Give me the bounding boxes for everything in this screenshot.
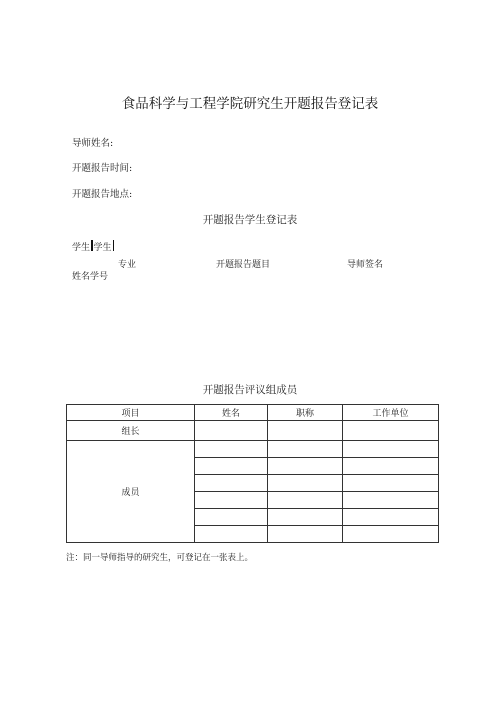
report-time-field: 开题报告时间: <box>72 163 133 174</box>
leader-label: 组长 <box>67 421 195 441</box>
table-cell <box>268 458 343 475</box>
table-cell <box>268 526 343 543</box>
student-tabs <box>72 240 115 253</box>
committee-section-title: 开题报告评议组成员 <box>202 384 298 396</box>
table-cell <box>195 526 268 543</box>
table-cell <box>343 492 439 509</box>
table-cell <box>268 509 343 526</box>
table-cell <box>268 475 343 492</box>
member-row <box>67 441 439 458</box>
header-item: 项目 <box>67 405 195 421</box>
table-cell <box>268 492 343 509</box>
committee-header-row <box>67 405 439 421</box>
document-title: 食品科学与工程学院研究生开题报告登记表 <box>121 96 379 112</box>
leader-row <box>67 421 439 441</box>
table-cell <box>268 421 343 441</box>
table-cell <box>268 441 343 458</box>
table-cell <box>195 492 268 509</box>
column-advisor-signature: 导师签名 <box>347 260 384 270</box>
table-cell <box>343 509 439 526</box>
table-cell <box>195 509 268 526</box>
divider-bar <box>91 240 93 251</box>
student-tab-2: 学生 <box>93 243 112 253</box>
table-cell <box>343 526 439 543</box>
report-place-field: 开题报告地点: <box>72 189 133 200</box>
table-cell <box>343 475 439 492</box>
members-label: 成员 <box>67 441 195 543</box>
table-cell <box>343 441 439 458</box>
divider-bar <box>113 240 115 251</box>
student-section-title: 开题报告学生登记表 <box>202 214 298 226</box>
header-title: 职称 <box>268 405 343 421</box>
header-workplace: 工作单位 <box>343 405 439 421</box>
table-cell <box>195 421 268 441</box>
header-name: 姓名 <box>195 405 268 421</box>
advisor-name-field: 导师姓名: <box>72 138 114 149</box>
table-cell <box>343 458 439 475</box>
column-topic: 开题报告题目 <box>216 260 271 270</box>
table-cell <box>343 421 439 441</box>
table-cell <box>195 475 268 492</box>
student-tab-1: 学生 <box>72 243 91 253</box>
column-major: 专业 <box>118 260 137 270</box>
committee-table <box>66 404 439 543</box>
table-cell <box>195 441 268 458</box>
footnote: 注：同一导师指导的研究生，可登记在一张表上。 <box>66 553 254 563</box>
column-name-id: 姓名学号 <box>72 272 109 282</box>
table-cell <box>195 458 268 475</box>
